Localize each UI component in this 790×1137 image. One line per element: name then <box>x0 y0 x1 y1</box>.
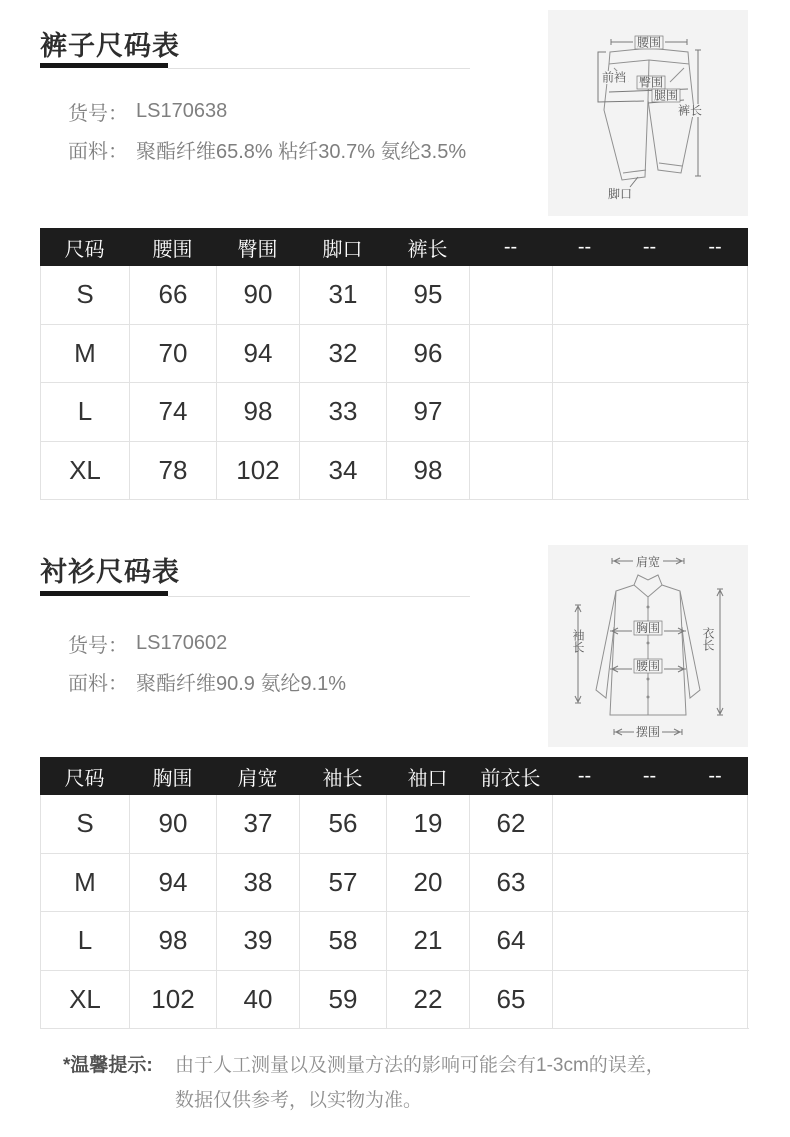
empty-cell <box>470 442 553 501</box>
value-cell: 70 <box>130 325 217 384</box>
measurement-note <box>63 1048 735 1118</box>
header-cell-placeholder: -- <box>503 235 518 258</box>
value-cell: 22 <box>387 971 470 1030</box>
shirt-outline-icon <box>548 545 748 747</box>
value-cell: 58 <box>300 912 387 971</box>
empty-cell <box>553 854 749 913</box>
value-cell: 19 <box>387 795 470 854</box>
fabric-value: 聚酯纤维90.9 氨纶9.1% <box>136 672 347 695</box>
header-cell-placeholder: -- <box>577 235 592 258</box>
value-cell: 21 <box>387 912 470 971</box>
item-number-row <box>68 92 466 130</box>
pants-table-body <box>40 266 748 500</box>
value-cell: 90 <box>217 266 300 325</box>
value-cell: 90 <box>130 795 217 854</box>
empty-cell <box>470 383 553 442</box>
empty-cell <box>553 266 749 325</box>
shirt-waist-label: 腰围 <box>635 659 661 673</box>
header-cell: 袖长 <box>322 767 363 790</box>
header-cell-placeholder: -- <box>708 764 722 787</box>
empty-cell <box>553 912 749 971</box>
value-cell: 40 <box>217 971 300 1030</box>
fabric-label: 面料： <box>68 140 128 163</box>
shirt-size-table <box>40 757 748 1029</box>
shirt-length-label: 衣长 <box>701 627 715 651</box>
header-cell-placeholder: -- <box>642 235 657 258</box>
shirt-section-title: 衬衫尺码表 <box>40 557 180 587</box>
empty-cell <box>553 383 749 442</box>
title-underline <box>40 591 470 597</box>
value-cell: 96 <box>387 325 470 384</box>
underline-accent-bar <box>40 63 168 68</box>
header-cell: 裤长 <box>407 238 448 261</box>
underline-thin-line <box>168 596 470 597</box>
value-cell: 66 <box>130 266 217 325</box>
value-cell: 98 <box>217 383 300 442</box>
value-cell: 31 <box>300 266 387 325</box>
size-cell: XL <box>41 442 130 501</box>
shirt-sleeve-label: 袖长 <box>571 629 585 653</box>
header-cell: 臀围 <box>237 238 278 261</box>
note-label: *温馨提示: <box>63 1055 153 1076</box>
shirt-table-header <box>40 757 748 795</box>
header-cell: 脚口 <box>322 238 363 261</box>
fabric-value: 聚酯纤维65.8% 粘纤30.7% 氨纶3.5% <box>136 140 467 163</box>
value-cell: 94 <box>130 854 217 913</box>
size-cell: L <box>41 912 130 971</box>
value-cell: 57 <box>300 854 387 913</box>
header-cell-placeholder: -- <box>642 764 657 787</box>
value-cell: 64 <box>470 912 553 971</box>
pants-hip-label: 臀围 <box>638 75 664 90</box>
value-cell: 37 <box>217 795 300 854</box>
pants-front-rise-label: 前裆 <box>601 70 627 85</box>
value-cell: 32 <box>300 325 387 384</box>
pants-length-label: 裤长 <box>677 103 703 118</box>
pants-table-header <box>40 228 748 266</box>
size-cell: M <box>41 854 130 913</box>
pants-section-title: 裤子尺码表 <box>40 31 180 61</box>
empty-cell <box>553 795 749 854</box>
size-cell: XL <box>41 971 130 1030</box>
header-cell: 袖口 <box>407 767 448 790</box>
size-cell: L <box>41 383 130 442</box>
pants-diagram <box>548 10 748 216</box>
value-cell: 98 <box>130 912 217 971</box>
title-underline <box>40 63 470 69</box>
header-cell: 肩宽 <box>237 767 278 790</box>
value-cell: 78 <box>130 442 217 501</box>
value-cell: 33 <box>300 383 387 442</box>
value-cell: 38 <box>217 854 300 913</box>
value-cell: 39 <box>217 912 300 971</box>
value-cell: 56 <box>300 795 387 854</box>
item-number-label: 货号： <box>68 634 128 657</box>
value-cell: 94 <box>217 325 300 384</box>
header-cell-placeholder: -- <box>577 764 592 787</box>
item-number-label: 货号： <box>68 102 128 125</box>
header-cell: 胸围 <box>152 767 193 790</box>
underline-accent-bar <box>40 591 168 596</box>
item-number-value: LS170638 <box>136 99 228 122</box>
value-cell: 102 <box>130 971 217 1030</box>
shirt-table-body <box>40 795 748 1029</box>
value-cell: 34 <box>300 442 387 501</box>
header-cell: 尺码 <box>64 238 105 261</box>
note-line-1: 由于人工测量以及测量方法的影响可能会有1-3cm的误差， <box>175 1055 665 1076</box>
value-cell: 63 <box>470 854 553 913</box>
fabric-row <box>68 662 346 700</box>
value-cell: 102 <box>217 442 300 501</box>
value-cell: 20 <box>387 854 470 913</box>
shirt-chest-label: 胸围 <box>635 621 661 635</box>
note-text <box>175 1048 735 1118</box>
empty-cell <box>470 266 553 325</box>
pants-meta <box>68 92 466 168</box>
empty-cell <box>553 971 749 1030</box>
header-cell-placeholder: -- <box>708 235 722 258</box>
empty-cell <box>553 442 749 501</box>
pants-thigh-label: 腿围 <box>653 88 679 103</box>
empty-cell <box>553 325 749 384</box>
size-cell: M <box>41 325 130 384</box>
note-line-2: 数据仅供参考，以实物为准。 <box>175 1090 423 1111</box>
item-number-value: LS170602 <box>136 631 228 654</box>
pants-hem-label: 脚口 <box>607 187 633 201</box>
pants-waist-label: 腰围 <box>636 35 662 50</box>
shirt-hem-label: 摆围 <box>635 725 661 739</box>
value-cell: 62 <box>470 795 553 854</box>
size-cell: S <box>41 795 130 854</box>
shirt-shoulder-label: 肩宽 <box>635 555 661 569</box>
header-cell: 腰围 <box>152 238 193 261</box>
value-cell: 65 <box>470 971 553 1030</box>
item-number-row <box>68 624 346 662</box>
value-cell: 98 <box>387 442 470 501</box>
size-cell: S <box>41 266 130 325</box>
value-cell: 74 <box>130 383 217 442</box>
underline-thin-line <box>168 68 470 69</box>
pants-size-table <box>40 228 748 500</box>
empty-cell <box>470 325 553 384</box>
pants-outline-icon <box>548 10 748 216</box>
header-cell: 前衣长 <box>480 767 541 790</box>
fabric-label: 面料： <box>68 672 128 695</box>
value-cell: 59 <box>300 971 387 1030</box>
value-cell: 97 <box>387 383 470 442</box>
fabric-row <box>68 130 466 168</box>
value-cell: 95 <box>387 266 470 325</box>
shirt-meta <box>68 624 346 700</box>
header-cell: 尺码 <box>64 767 105 790</box>
shirt-diagram <box>548 545 748 747</box>
